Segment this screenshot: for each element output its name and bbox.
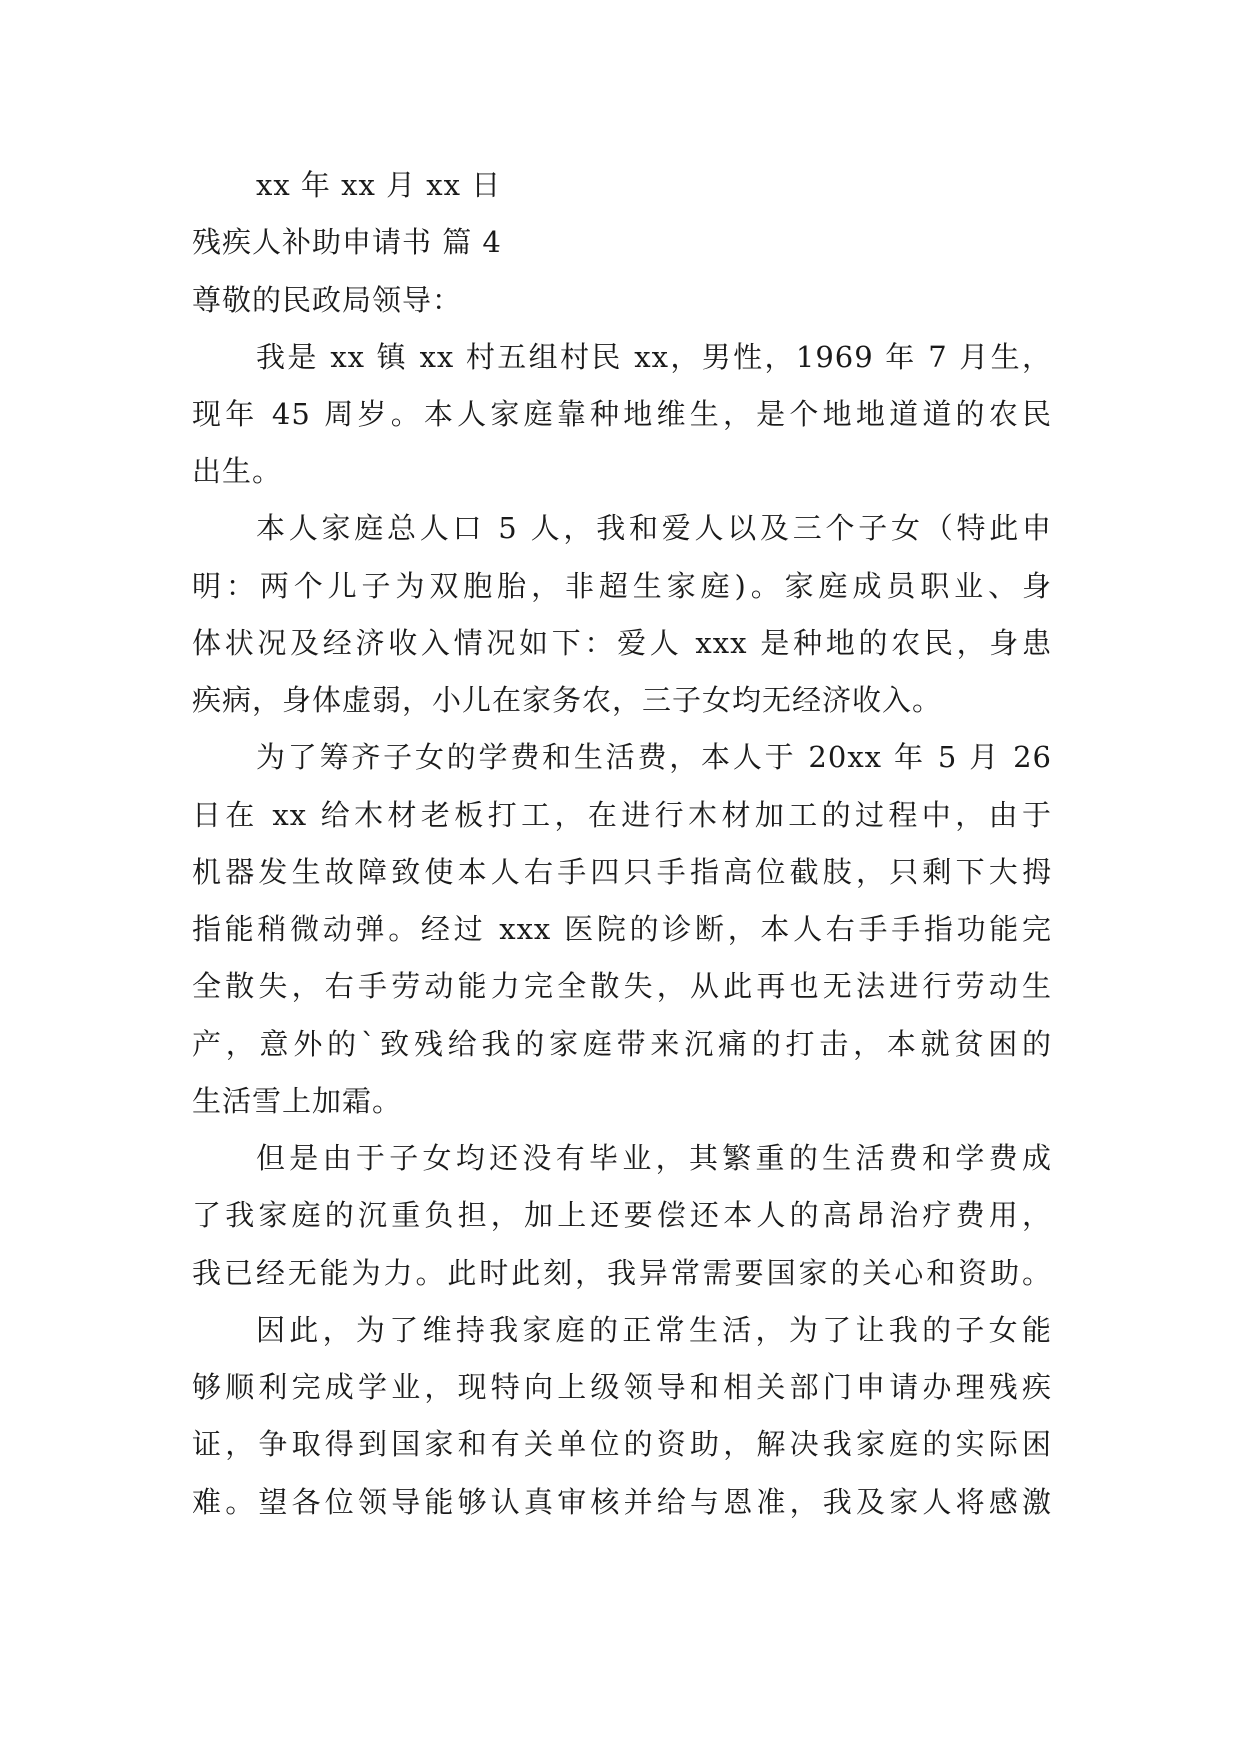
paragraph-line: 为了筹齐子女的学费和生活费，本人于 20xx 年 5 月 26	[256, 740, 1052, 774]
section-title: 残疾人补助申请书 篇 4	[192, 225, 502, 259]
paragraph-line: 现年 45 周岁。本人家庭靠种地维生，是个地地道道的农民	[192, 397, 1052, 431]
salutation: 尊敬的民政局领导：	[192, 283, 463, 317]
paragraph-line: 疾病，身体虚弱，小儿在家务农，三子女均无经济收入。	[192, 683, 943, 717]
paragraph-line: 我已经无能为力。此时此刻，我异常需要国家的关心和资助。	[192, 1256, 1052, 1290]
paragraph-line: 因此，为了维持我家庭的正常生活，为了让我的子女能	[256, 1313, 1052, 1347]
paragraph-line: 本人家庭总人口 5 人，我和爱人以及三个子女（特此申	[256, 511, 1052, 545]
paragraph-line: 明：两个儿子为双胞胎，非超生家庭)。家庭成员职业、身	[192, 569, 1052, 603]
paragraph-line: 生活雪上加霜。	[192, 1084, 403, 1118]
paragraph-line: 全散失，右手劳动能力完全散失，从此再也无法进行劳动生	[192, 969, 1052, 1003]
paragraph-line: 了我家庭的沉重负担，加上还要偿还本人的高昂治疗费用，	[192, 1198, 1052, 1232]
paragraph-line: 产，意外的`致残给我的家庭带来沉痛的打击，本就贫困的	[192, 1027, 1052, 1061]
paragraph-line: 机器发生故障致使本人右手四只手指高位截肢，只剩下大拇	[192, 855, 1052, 889]
paragraph-line: 体状况及经济收入情况如下：爱人 xxx 是种地的农民，身患	[192, 626, 1052, 660]
paragraph-line: 但是由于子女均还没有毕业，其繁重的生活费和学费成	[256, 1141, 1052, 1175]
paragraph-line: 出生。	[192, 454, 283, 488]
paragraph-line: 我是 xx 镇 xx 村五组村民 xx，男性，1969 年 7 月生，	[256, 340, 1052, 374]
paragraph-line: 证，争取得到国家和有关单位的资助，解决我家庭的实际困	[192, 1427, 1052, 1461]
paragraph-line: 够顺利完成学业，现特向上级领导和相关部门申请办理残疾	[192, 1370, 1052, 1404]
paragraph-line: 日在 xx 给木材老板打工，在进行木材加工的过程中，由于	[192, 798, 1052, 832]
paragraph-line: 难。望各位领导能够认真审核并给与恩准，我及家人将感激	[192, 1485, 1052, 1519]
date-line: xx 年 xx 月 xx 日	[256, 168, 502, 202]
paragraph-line: 指能稍微动弹。经过 xxx 医院的诊断，本人右手手指功能完	[192, 912, 1052, 946]
